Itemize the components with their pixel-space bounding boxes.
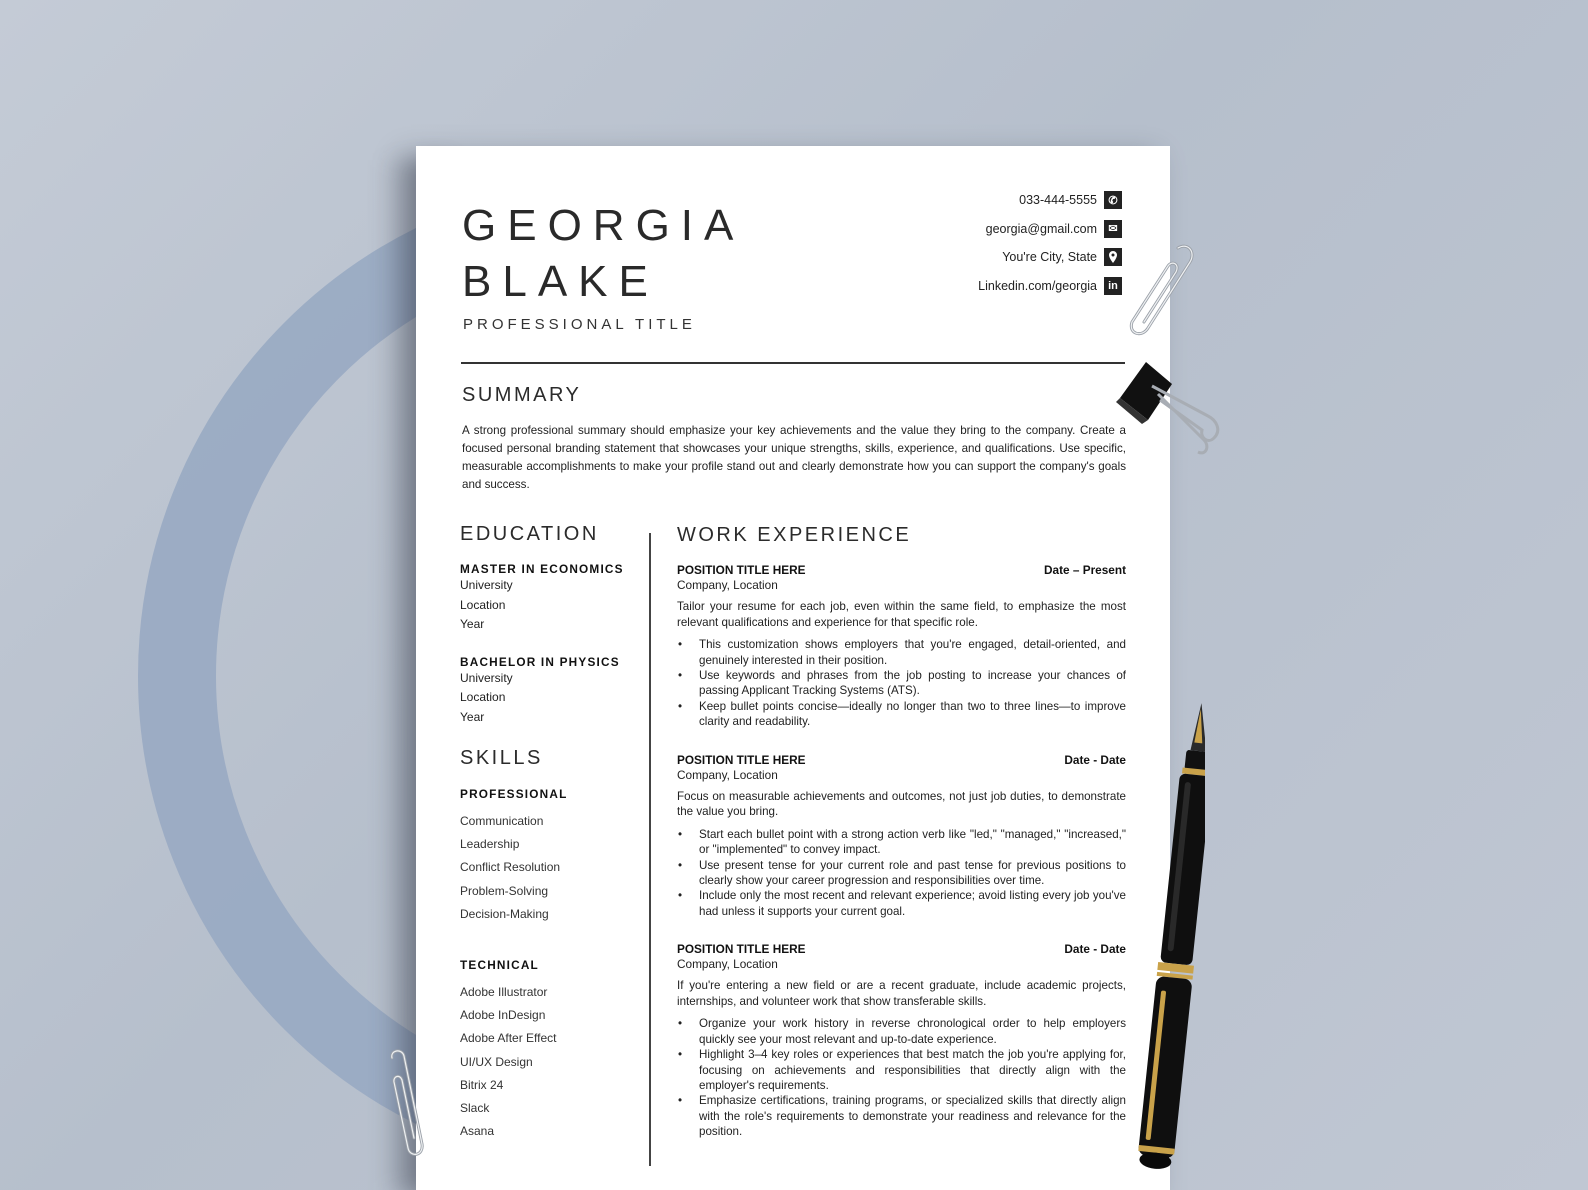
right-column — [677, 524, 1126, 1140]
header-divider — [461, 362, 1125, 364]
job-entry — [677, 942, 1126, 1139]
job-description: If you're entering a new field or are a recent graduate, include academic projects, internships, and volunteer work that show transferable skills. — [677, 979, 1126, 1008]
skill-item: Asana — [460, 1124, 495, 1139]
technical-skills-list — [460, 981, 640, 1143]
phone-text: 033-444-5555 — [1019, 193, 1097, 207]
job-bullet: • Use keywords and phrases from the job posting to increase your chances of passing Applicant Tracking Systems (ATS). — [677, 668, 1126, 699]
job-bullet: • Emphasize certifications, training programs, or specialized skills that directly align with the role's requirements to demonstrate your readiness and relevance for the position. — [677, 1093, 1126, 1139]
job-bullet: • Use present tense for your current role and past tense for previous positions to clearly show your career progression and responsibilities over time. — [677, 858, 1126, 889]
contact-linkedin — [978, 276, 1122, 296]
left-column — [460, 523, 640, 1143]
job-entry — [677, 563, 1126, 730]
job-date: Date - Date — [1064, 942, 1126, 957]
location-text: You're City, State — [1002, 250, 1097, 264]
contact-block — [978, 190, 1122, 304]
binder-clip-icon — [1112, 360, 1232, 460]
professional-skills-heading: PROFESSIONAL — [460, 787, 568, 801]
job-bullet: • Organize your work history in reverse chronological order to help employers quickly see your most relevant and up-to-date experience. — [677, 1016, 1126, 1047]
linkedin-icon: in — [1104, 277, 1122, 295]
job-bullet: • Start each bullet point with a strong action verb like "led," "managed," "increased," or "implemented" to convey impact. — [677, 827, 1126, 858]
column-divider — [649, 533, 651, 1166]
skill-item: Bitrix 24 — [460, 1077, 504, 1092]
degree-location: Location — [460, 597, 506, 612]
skill-item: Leadership — [460, 837, 520, 852]
email-icon: ✉ — [1104, 220, 1122, 238]
job-title: POSITION TITLE HERE — [677, 563, 806, 577]
job-title: POSITION TITLE HERE — [677, 942, 806, 957]
job-bullet: • Keep bullet points concise—ideally no longer than two to three lines—to improve clarity and readability. — [677, 699, 1126, 730]
linkedin-text: Linkedin.com/georgia — [978, 278, 1097, 293]
technical-skills-heading: TECHNICAL — [460, 958, 539, 973]
skill-item: Decision-Making — [460, 906, 549, 921]
degree-school: University — [460, 670, 513, 685]
job-bullets — [677, 637, 1126, 729]
job-description: Focus on measurable achievements and outcomes, not just job duties, to demonstrate the value you bring. — [677, 789, 1126, 819]
candidate-name — [462, 198, 744, 310]
work-experience-heading: WORK EXPERIENCE — [677, 524, 912, 546]
summary-text: A strong professional summary should emphasize your key achievements and the value they bring to the company. Create a focused personal branding statement that showcases your unique strengths, skills, experience, and qualifications. Use specific, measurable accomplishments to make your profile stand out and clearly demonstrate how you can support the company's goals and success. — [462, 424, 1126, 491]
job-date: Date - Date — [1064, 752, 1126, 767]
education-entry — [460, 562, 640, 635]
degree-title: MASTER IN ECONOMICS — [460, 562, 624, 576]
job-entry — [677, 753, 1126, 920]
skill-item: UI/UX Design — [460, 1054, 533, 1069]
summary-heading: SUMMARY — [462, 384, 582, 406]
job-bullet: • Include only the most recent and relevant experience; avoid listing every job you've had unless it supports your current goal. — [677, 888, 1126, 919]
phone-icon: ✆ — [1104, 191, 1122, 209]
job-bullet: • This customization shows employers that you're engaged, detail-oriented, and genuinely interested in their position. — [677, 637, 1126, 668]
first-name: GEORGIA — [462, 201, 745, 250]
contact-phone — [978, 190, 1122, 210]
skill-item: Communication — [460, 814, 544, 828]
job-description: Tailor your resume for each job, even within the same field, to emphasize the most relevant qualifications and experience for that specific role. — [677, 600, 1126, 629]
job-company: Company, Location — [677, 957, 778, 972]
job-bullets — [677, 1016, 1126, 1139]
job-company: Company, Location — [677, 578, 778, 592]
paperclip-icon — [1118, 240, 1198, 340]
professional-title: PROFESSIONAL TITLE — [463, 316, 696, 333]
email-text: georgia@gmail.com — [985, 221, 1097, 236]
contact-location — [978, 247, 1122, 267]
job-bullet: • Highlight 3–4 key roles or experiences that best match the job you're applying for, focusing on achievements and responsibilities that directly align with the employer's requirements. — [677, 1047, 1126, 1093]
degree-school: University — [460, 578, 513, 592]
degree-year: Year — [460, 709, 485, 724]
skill-item: Adobe InDesign — [460, 1008, 546, 1023]
skill-item: Adobe Illustrator — [460, 985, 548, 1000]
degree-year: Year — [460, 617, 485, 631]
contact-email — [978, 219, 1122, 239]
last-name: BLAKE — [462, 257, 659, 306]
job-bullets — [677, 827, 1126, 919]
degree-location: Location — [460, 690, 506, 704]
education-heading: EDUCATION — [460, 523, 599, 545]
paperclip-icon — [382, 1048, 432, 1158]
skills-heading: SKILLS — [460, 747, 543, 769]
professional-skills-list — [460, 810, 640, 926]
resume-page — [416, 146, 1170, 1190]
fountain-pen-icon — [1115, 700, 1205, 1170]
skill-item: Conflict Resolution — [460, 860, 561, 875]
job-title: POSITION TITLE HERE — [677, 752, 806, 767]
education-entry — [460, 655, 640, 728]
degree-title: BACHELOR IN PHYSICS — [460, 654, 620, 669]
skill-item: Slack — [460, 1101, 490, 1116]
skill-item: Adobe After Effect — [460, 1031, 557, 1046]
skill-item: Problem-Solving — [460, 883, 549, 898]
job-company: Company, Location — [677, 767, 778, 782]
job-date: Date – Present — [1044, 563, 1126, 577]
